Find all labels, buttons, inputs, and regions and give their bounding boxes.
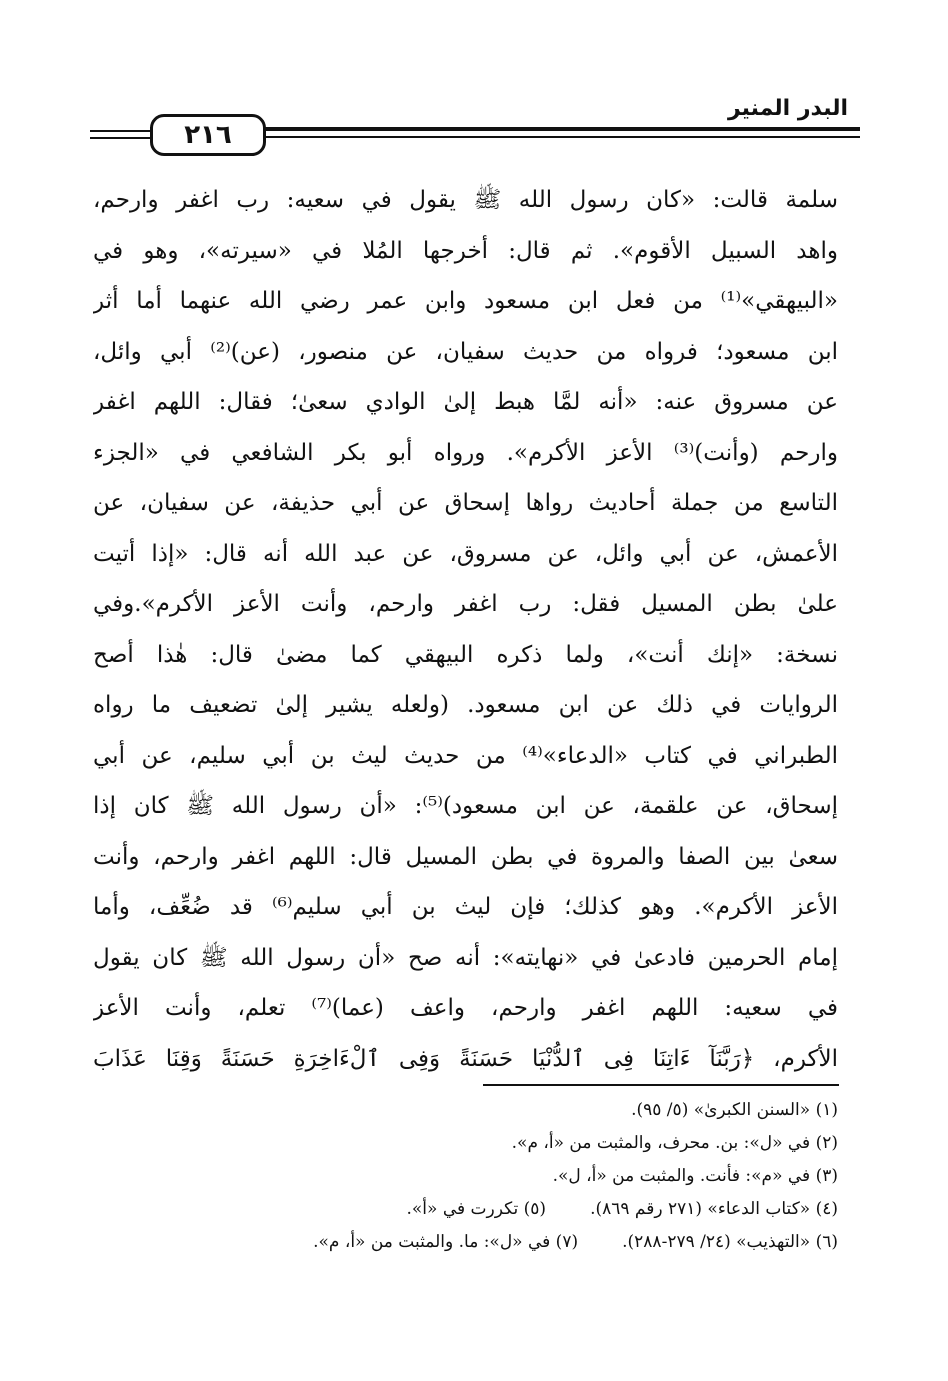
- text-line: نسخة: «إنك أنت»، ولما ذكره البيهقي كما مضىٰ قال: هٰذا أصح: [93, 641, 838, 668]
- page-header: [90, 90, 860, 160]
- text-line: «البيهقي»⁽¹⁾ من فعل ابن مسعود وابن عمر رضي الله عنهما أما أثر: [93, 288, 838, 314]
- footnote-row: [93, 1160, 838, 1193]
- footnote-row: [93, 1094, 838, 1127]
- footnote-separator: [483, 1084, 839, 1086]
- text-line: الأعز الأكرم». وهو كذلك؛ فإن ليث بن أبي سليم⁽⁶⁾ قد ضُعِّف، وأما: [93, 894, 838, 920]
- footnote-1: (١) «السنن الكبرىٰ» (٥/ ٩٥).: [631, 1100, 838, 1120]
- text-line: الأعمش، عن أبي وائل، عن مسروق، عن عبد الله أنه قال: «إذا أتيت: [93, 540, 838, 567]
- text-line: إسحاق، عن علقمة، عن ابن مسعود)⁽⁵⁾: «أن رسول الله ﷺ كان إذا: [93, 793, 838, 819]
- text-line: سلمة قالت: «كان رسول الله ﷺ يقول في سعيه: رب اغفر وارحم،: [93, 187, 838, 213]
- footnote-row: [93, 1226, 838, 1259]
- text-line: الطبراني في كتاب «الدعاء»⁽⁴⁾ من حديث ليث بن أبي سليم، عن أبي: [93, 742, 838, 769]
- text-line: علىٰ بطن المسيل فقل: رب اغفر وارحم، وأنت الأعز الأكرم».وفي: [93, 591, 838, 617]
- main-text: [93, 175, 838, 1084]
- text-line: سعىٰ بين الصفا والمروة في بطن المسيل قال: اللهم اغفر وارحم، وأنت: [93, 843, 838, 870]
- text-line: وارحم (وأنت)⁽³⁾ الأعز الأكرم». ورواه أبو بكر الشافعي في «الجزء: [93, 439, 838, 466]
- text-line: عن مسروق عنه: «أنه لمَّا هبط إلىٰ الوادي سعىٰ؛ فقال: اللهم اغفر: [93, 389, 838, 415]
- header-left-rules: [90, 130, 150, 144]
- footnote-3: (٣) في «م»: فأنت. والمثبت من «أ، ل».: [552, 1166, 838, 1186]
- text-line: الأكرم، ﴿رَبَّنَآ ءَاتِنَا فِى ٱلدُّنْيَا حَسَنَةً وَفِى ٱلْءَاخِرَةِ حَسَنَةً وَقِنَا عَذَابَ: [93, 1045, 838, 1072]
- footnote-7: (٧) في «ل»: ما. والمثبت من «أ، م».: [313, 1232, 579, 1252]
- text-line: في سعيه: اللهم اغفر وارحم، واعف (عما)⁽⁷⁾ تعلم، وأنت الأعز: [93, 995, 838, 1021]
- page-number: ٢١٦: [150, 114, 266, 156]
- book-title: البدر المنير: [727, 96, 848, 121]
- text-line: إمام الحرمين فادعىٰ في «نهايته»: أنه صح «أن رسول الله ﷺ كان يقول: [93, 944, 838, 971]
- text-line: التاسع من جملة أحاديث رواها إسحاق عن أبي حذيفة، عن سفيان، عن: [93, 490, 838, 516]
- text-line: واهد السبيل الأقوم». ثم قال: أخرجها المُلا في «سيرته»، وهو في: [93, 237, 838, 264]
- footnote-row: [93, 1127, 838, 1160]
- footnote-4: (٤) «كتاب الدعاء» (٢٧١ رقم ٨٦٩).: [590, 1199, 838, 1219]
- text-line: ابن مسعود؛ فرواه من حديث سفيان، عن منصور، (عن)⁽²⁾ أبي وائل،: [93, 338, 838, 365]
- footnote-2: (٢) في «ل»: بن. محرف، والمثبت من «أ، م».: [511, 1133, 838, 1153]
- footnote-6: (٦) «التهذيب» (٢٤/ ٢٧٩-٢٨٨).: [622, 1232, 838, 1252]
- footnote-row: [93, 1193, 838, 1226]
- footnotes: [93, 1094, 838, 1259]
- text-line: الروايات في ذلك عن ابن مسعود. (ولعله يشير إلىٰ تضعيف ما رواه: [93, 692, 838, 718]
- footnote-5: (٥) تكررت في «أ».: [406, 1199, 547, 1219]
